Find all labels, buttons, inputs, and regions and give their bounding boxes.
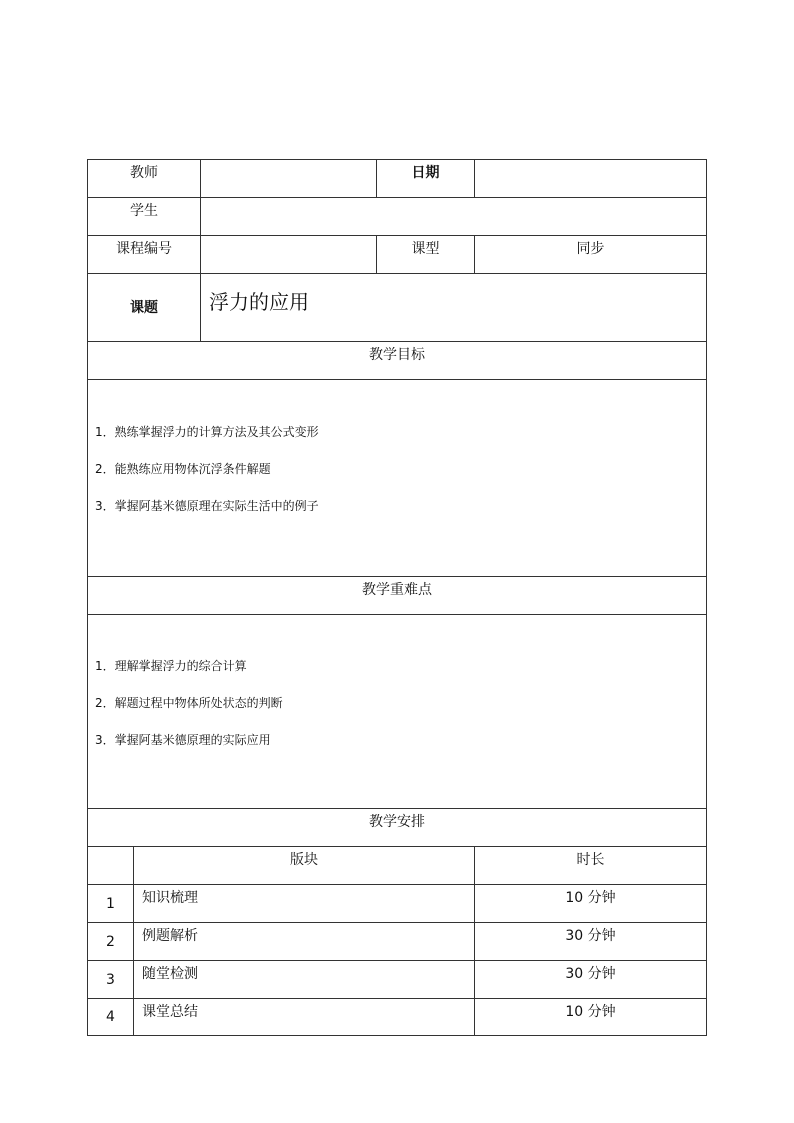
teacher-label: 教师 (88, 160, 201, 198)
key-points-list (88, 615, 707, 809)
key-point-item: 3．掌握阿基米德原理的实际应用 (95, 733, 271, 747)
schedule-row-duration: 30 分钟 (475, 961, 707, 999)
course-number-value[interactable] (201, 236, 377, 274)
course-number-label: 课程编号 (88, 236, 201, 274)
schedule-row-section: 知识梳理 (134, 885, 475, 923)
schedule-row (88, 999, 707, 1036)
date-value[interactable] (475, 160, 707, 198)
teacher-value[interactable] (201, 160, 377, 198)
student-value[interactable] (201, 198, 707, 236)
objective-item: 2．能熟练应用物体沉浮条件解题 (95, 462, 271, 476)
lesson-plan-sheet (87, 159, 706, 1036)
schedule-title: 教学安排 (88, 809, 707, 847)
schedule-row-duration: 30 分钟 (475, 923, 707, 961)
schedule-section-header: 版块 (134, 847, 475, 885)
schedule-row-section: 例题解析 (134, 923, 475, 961)
schedule-row (88, 961, 707, 999)
schedule-row-section: 课堂总结 (134, 999, 475, 1036)
student-label: 学生 (88, 198, 201, 236)
schedule-num-header (88, 847, 134, 885)
topic-value[interactable]: 浮力的应用 (201, 274, 707, 342)
key-point-item: 1．理解掌握浮力的综合计算 (95, 659, 247, 673)
lesson-type-value[interactable]: 同步 (475, 236, 707, 274)
schedule-row (88, 885, 707, 923)
objectives-title: 教学目标 (88, 342, 707, 380)
schedule-row-duration: 10 分钟 (475, 999, 707, 1036)
key-point-item: 2．解题过程中物体所处状态的判断 (95, 696, 283, 710)
schedule-row-duration: 10 分钟 (475, 885, 707, 923)
schedule-row-number: 2 (88, 923, 134, 961)
date-label: 日期 (377, 160, 475, 198)
schedule-row-number: 1 (88, 885, 134, 923)
objective-item: 3．掌握阿基米德原理在实际生活中的例子 (95, 499, 319, 513)
lesson-type-label: 课型 (377, 236, 475, 274)
schedule-row-section: 随堂检测 (134, 961, 475, 999)
lesson-plan-table (87, 159, 707, 1036)
topic-label: 课题 (88, 274, 201, 342)
objective-item: 1．熟练掌握浮力的计算方法及其公式变形 (95, 425, 319, 439)
schedule-row-number: 4 (88, 999, 134, 1036)
schedule-row (88, 923, 707, 961)
schedule-row-number: 3 (88, 961, 134, 999)
key-points-title: 教学重难点 (88, 577, 707, 615)
objectives-list (88, 380, 707, 577)
schedule-duration-header: 时长 (475, 847, 707, 885)
